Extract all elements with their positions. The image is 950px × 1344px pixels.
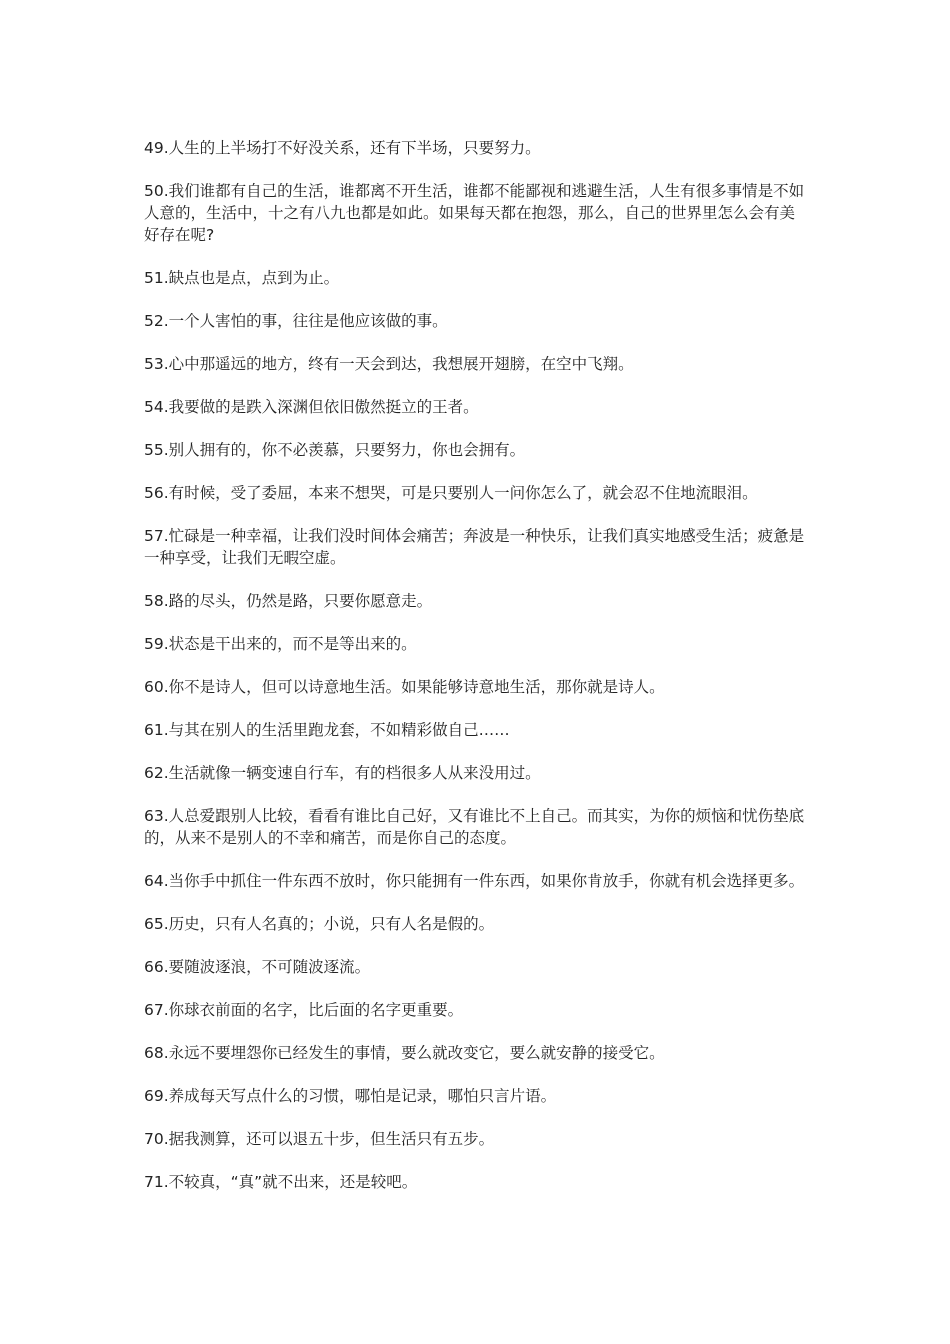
quote-paragraph-65: 65.历史，只有人名真的；小说，只有人名是假的。 bbox=[144, 915, 495, 933]
quote-paragraph-69: 69.养成每天写点什么的习惯，哪怕是记录，哪怕只言片语。 bbox=[144, 1087, 557, 1105]
quote-paragraph-54: 54.我要做的是跌入深渊但依旧傲然挺立的王者。 bbox=[144, 398, 479, 416]
quote-paragraph-58: 58.路的尽头，仍然是路，只要你愿意走。 bbox=[144, 592, 433, 610]
quote-paragraph-66: 66.要随波逐浪，不可随波逐流。 bbox=[144, 958, 371, 976]
quote-paragraph-49: 49.人生的上半场打不好没关系，还有下半场，只要努力。 bbox=[144, 139, 541, 157]
quote-paragraph-64: 64.当你手中抓住一件东西不放时，你只能拥有一件东西，如果你肯放手，你就有机会选择更多。 bbox=[144, 872, 805, 890]
quote-paragraph-59: 59.状态是干出来的，而不是等出来的。 bbox=[144, 635, 417, 653]
quote-paragraph-52: 52.一个人害怕的事，往往是他应该做的事。 bbox=[144, 312, 448, 330]
quote-paragraph-63: 63.人总爱跟别人比较，看看有谁比自己好，又有谁比不上自己。而其实，为你的烦恼和忧伤垫底的，从来不是别人的不幸和痛苦，而是你自己的态度。 bbox=[144, 807, 805, 847]
quote-paragraph-60: 60.你不是诗人，但可以诗意地生活。如果能够诗意地生活，那你就是诗人。 bbox=[144, 678, 665, 696]
quote-paragraph-53: 53.心中那遥远的地方，终有一天会到达，我想展开翅膀，在空中飞翔。 bbox=[144, 355, 634, 373]
quote-paragraph-56: 56.有时候，受了委屈，本来不想哭，可是只要别人一问你怎么了，就会忍不住地流眼泪。 bbox=[144, 484, 758, 502]
quote-paragraph-61: 61.与其在别人的生活里跑龙套，不如精彩做自己…… bbox=[144, 721, 510, 739]
quote-paragraph-67: 67.你球衣前面的名字，比后面的名字更重要。 bbox=[144, 1001, 464, 1019]
quote-paragraph-71: 71.不较真，“真”就不出来，还是较吧。 bbox=[144, 1173, 418, 1191]
quote-paragraph-55: 55.别人拥有的，你不必羡慕，只要努力，你也会拥有。 bbox=[144, 441, 526, 459]
quote-paragraph-50: 50.我们谁都有自己的生活，谁都离不开生活，谁都不能鄙视和逃避生活，人生有很多事情是不如人意的，生活中，十之有八九也都是如此。如果每天都在抱怨，那么，自己的世界里怎么会有美好存在呢? bbox=[144, 182, 805, 244]
quote-paragraph-57: 57.忙碌是一种幸福，让我们没时间体会痛苦；奔波是一种快乐，让我们真实地感受生活；疲惫是一种享受，让我们无暇空虚。 bbox=[144, 527, 805, 567]
quote-paragraph-62: 62.生活就像一辆变速自行车，有的档很多人从来没用过。 bbox=[144, 764, 541, 782]
quote-paragraph-70: 70.据我测算，还可以退五十步，但生活只有五步。 bbox=[144, 1130, 495, 1148]
quote-paragraph-51: 51.缺点也是点，点到为止。 bbox=[144, 269, 340, 287]
quote-paragraph-68: 68.永远不要埋怨你已经发生的事情，要么就改变它，要么就安静的接受它。 bbox=[144, 1044, 665, 1062]
document-body bbox=[144, 137, 808, 1214]
